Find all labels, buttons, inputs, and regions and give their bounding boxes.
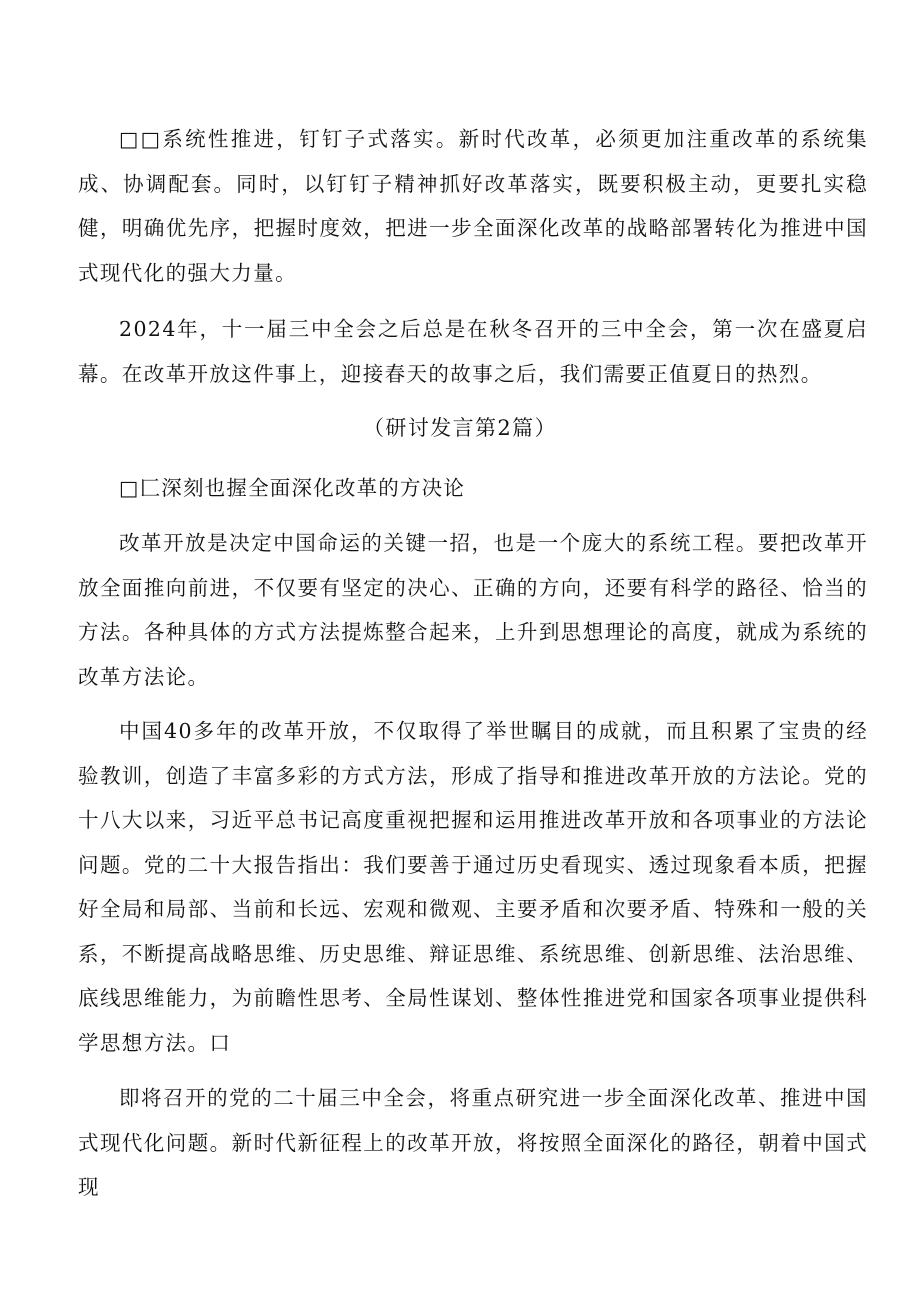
paragraph-1: □□系统性推进，钉钉子式落实。新时代改革，必须更加注重改革的系统集成、协调配套。同时，以钉钉子精神抓好改革落实，既要积极主动，更要扎实稳健，明确优先序，把握时度效，把进一步全面深化改革的战略部署转化为推进中国式现代化的强大力量。	[78, 127, 868, 285]
paragraph-4: 中国40多年的改革开放，不仅取得了举世瞩目的成就，而且积累了宝贵的经验教训，创造了丰富多彩的方式方法，形成了指导和推进改革开放的方法论。党的十八大以来，习近平总书记高度重视把握和运用推进改革开放和各项事业的方法论问题。党的二十大报告指出：我们要善于通过历史看现实、透过现象看本质，把握好全局和局部、当前和长远、宏观和微观、主要矛盾和次要矛盾、特殊和一般的关系，不断提高战略思维、历史思维、辩证思维、系统思维、创新思维、法治思维、底线思维能力，为前瞻性思考、全局性谋划、整体性推进党和国家各项事业提供科学思想方法。口	[78, 719, 868, 1055]
paragraph-2: 2024年，十一届三中全会之后总是在秋冬召开的三中全会，第一次在盛夏启幕。在改革开放这件事上，迎接春天的故事之后，我们需要正值夏日的热烈。	[78, 317, 868, 386]
paragraph-5: 即将召开的党的二十届三中全会，将重点研究进一步全面深化改革、推进中国式现代化问题。新时代新征程上的改革开放，将按照全面深化的路径，朝着中国式现	[78, 1086, 868, 1199]
paragraph-3: 改革开放是决定中国命运的关键一招，也是一个庞大的系统工程。要把改革开放全面推向前进，不仅要有坚定的决心、正确的方向，还要有科学的路径、恰当的方法。各种具体的方式方法提炼整合起来，上升到思想理论的高度，就成为系统的改革方法论。	[78, 531, 868, 689]
section-heading: （研讨发言第2篇）	[363, 416, 557, 440]
subheading: □匚深刻也握全面深化改革的方决论	[119, 476, 466, 500]
